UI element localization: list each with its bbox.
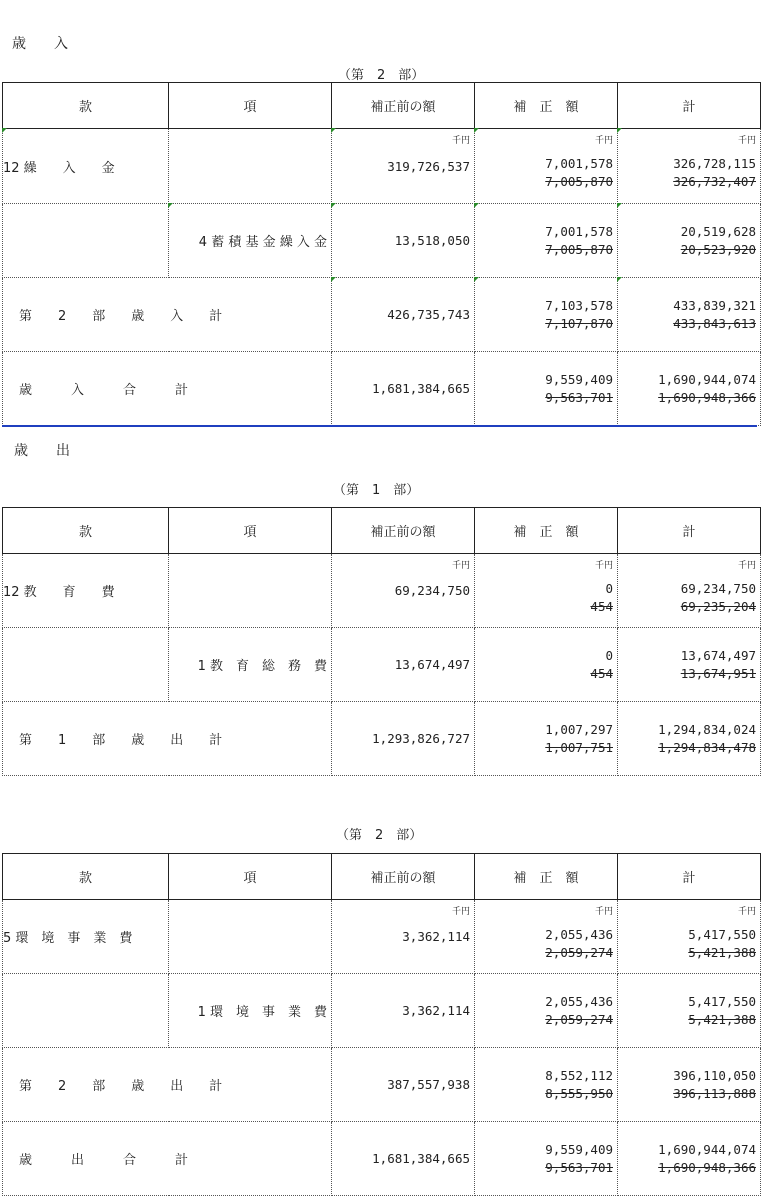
unit-label: 千円 (451, 561, 470, 571)
kou-cell (169, 129, 332, 204)
table-row (3, 204, 761, 278)
kan-cell (3, 974, 169, 1048)
header-amend: 補 正 額 (475, 508, 618, 554)
expenditure-part1-label: （第 1 部） (333, 483, 420, 498)
section-divider (2, 425, 757, 427)
amend-cell: 千円 2,055,436 2,059,274 (475, 900, 618, 974)
total-cell: 1,294,834,024 1,294,834,478 (618, 702, 761, 776)
subtotal-label-cell: 第 2 部 歳 出 計 (3, 1048, 332, 1122)
before-cell: 千円 319,726,537 (332, 129, 475, 204)
header-kan: 款 (3, 854, 169, 900)
before-cell: 千円 3,362,114 (332, 900, 475, 974)
total-cell: 396,110,050 396,113,888 (618, 1048, 761, 1122)
before-cell: 1,681,384,665 (332, 1122, 475, 1196)
subtotal-label-cell: 第 2 部 歳 入 計 (3, 278, 332, 352)
table-header-row (3, 83, 761, 129)
header-total: 計 (618, 854, 761, 900)
total-cell: 5,417,550 5,421,388 (618, 974, 761, 1048)
table-row (3, 1048, 761, 1122)
unit-label: 千円 (594, 907, 613, 917)
table-row (3, 974, 761, 1048)
table-header-row (3, 854, 761, 900)
table-header-row (3, 508, 761, 554)
kan-cell: 12 教 育 費 (3, 554, 169, 628)
total-cell: 1,690,944,074 1,690,948,366 (618, 1122, 761, 1196)
total-cell: 20,519,628 20,523,920 (618, 204, 761, 278)
before-cell: 1,681,384,665 (332, 352, 475, 426)
subtotal-label-cell: 第 1 部 歳 出 計 (3, 702, 332, 776)
before-cell: 13,518,050 (332, 204, 475, 278)
kan-cell: 12 繰 入 金 (3, 129, 169, 204)
before-cell: 387,557,938 (332, 1048, 475, 1122)
amend-cell: 0 454 (475, 628, 618, 702)
total-cell: 1,690,944,074 1,690,948,366 (618, 352, 761, 426)
header-before: 補正前の額 (332, 508, 475, 554)
kou-cell (169, 554, 332, 628)
unit-label: 千円 (594, 136, 613, 146)
expenditure-part2-table (2, 853, 761, 1196)
kou-cell: 4 蓄 積 基 金 繰 入 金 (169, 204, 332, 278)
unit-label: 千円 (594, 561, 613, 571)
kan-cell (3, 628, 169, 702)
unit-label: 千円 (737, 561, 756, 571)
revenue-part-label: （第 2 部） (338, 68, 425, 83)
amend-cell: 8,552,112 8,555,950 (475, 1048, 618, 1122)
total-cell: 千円 5,417,550 5,421,388 (618, 900, 761, 974)
table-row (3, 1122, 761, 1196)
kou-cell: 1 教 育 総 務 費 (169, 628, 332, 702)
amend-cell: 9,559,409 9,563,701 (475, 352, 618, 426)
before-cell: 千円 69,234,750 (332, 554, 475, 628)
before-cell: 426,735,743 (332, 278, 475, 352)
grandtotal-label-cell: 歳 入 合 計 (3, 352, 332, 426)
header-amend: 補 正 額 (475, 83, 618, 129)
header-kou: 項 (169, 508, 332, 554)
header-kan: 款 (3, 83, 169, 129)
table-row (3, 278, 761, 352)
kou-cell (169, 900, 332, 974)
unit-label: 千円 (451, 136, 470, 146)
table-row (3, 628, 761, 702)
header-kou: 項 (169, 854, 332, 900)
amend-cell: 千円 7,001,578 7,005,870 (475, 129, 618, 204)
header-kan: 款 (3, 508, 169, 554)
before-cell: 1,293,826,727 (332, 702, 475, 776)
table-row (3, 554, 761, 628)
unit-label: 千円 (451, 907, 470, 917)
amend-cell: 7,103,578 7,107,870 (475, 278, 618, 352)
amend-cell: 7,001,578 7,005,870 (475, 204, 618, 278)
table-row (3, 352, 761, 426)
expenditure-part2-label: （第 2 部） (336, 828, 423, 843)
expenditure-heading: 歳 出 (14, 443, 70, 459)
total-cell: 13,674,497 13,674,951 (618, 628, 761, 702)
unit-label: 千円 (737, 907, 756, 917)
amend-cell: 千円 0 454 (475, 554, 618, 628)
header-before: 補正前の額 (332, 83, 475, 129)
revenue-table (2, 82, 761, 426)
header-amend: 補 正 額 (475, 854, 618, 900)
total-cell: 千円 69,234,750 69,235,204 (618, 554, 761, 628)
grandtotal-label-cell: 歳 出 合 計 (3, 1122, 332, 1196)
kan-cell: 5 環 境 事 業 費 (3, 900, 169, 974)
before-cell: 13,674,497 (332, 628, 475, 702)
kan-cell (3, 204, 169, 278)
revenue-heading: 歳 入 (12, 36, 68, 52)
expenditure-part1-table (2, 507, 761, 776)
table-row (3, 129, 761, 204)
total-cell: 433,839,321 433,843,613 (618, 278, 761, 352)
header-kou: 項 (169, 83, 332, 129)
table-row (3, 702, 761, 776)
header-total: 計 (618, 508, 761, 554)
header-before: 補正前の額 (332, 854, 475, 900)
amend-cell: 9,559,409 9,563,701 (475, 1122, 618, 1196)
unit-label: 千円 (737, 136, 756, 146)
before-cell: 3,362,114 (332, 974, 475, 1048)
amend-cell: 1,007,297 1,007,751 (475, 702, 618, 776)
table-row (3, 900, 761, 974)
header-total: 計 (618, 83, 761, 129)
kou-cell: 1 環 境 事 業 費 (169, 974, 332, 1048)
total-cell: 千円 326,728,115 326,732,407 (618, 129, 761, 204)
amend-cell: 2,055,436 2,059,274 (475, 974, 618, 1048)
